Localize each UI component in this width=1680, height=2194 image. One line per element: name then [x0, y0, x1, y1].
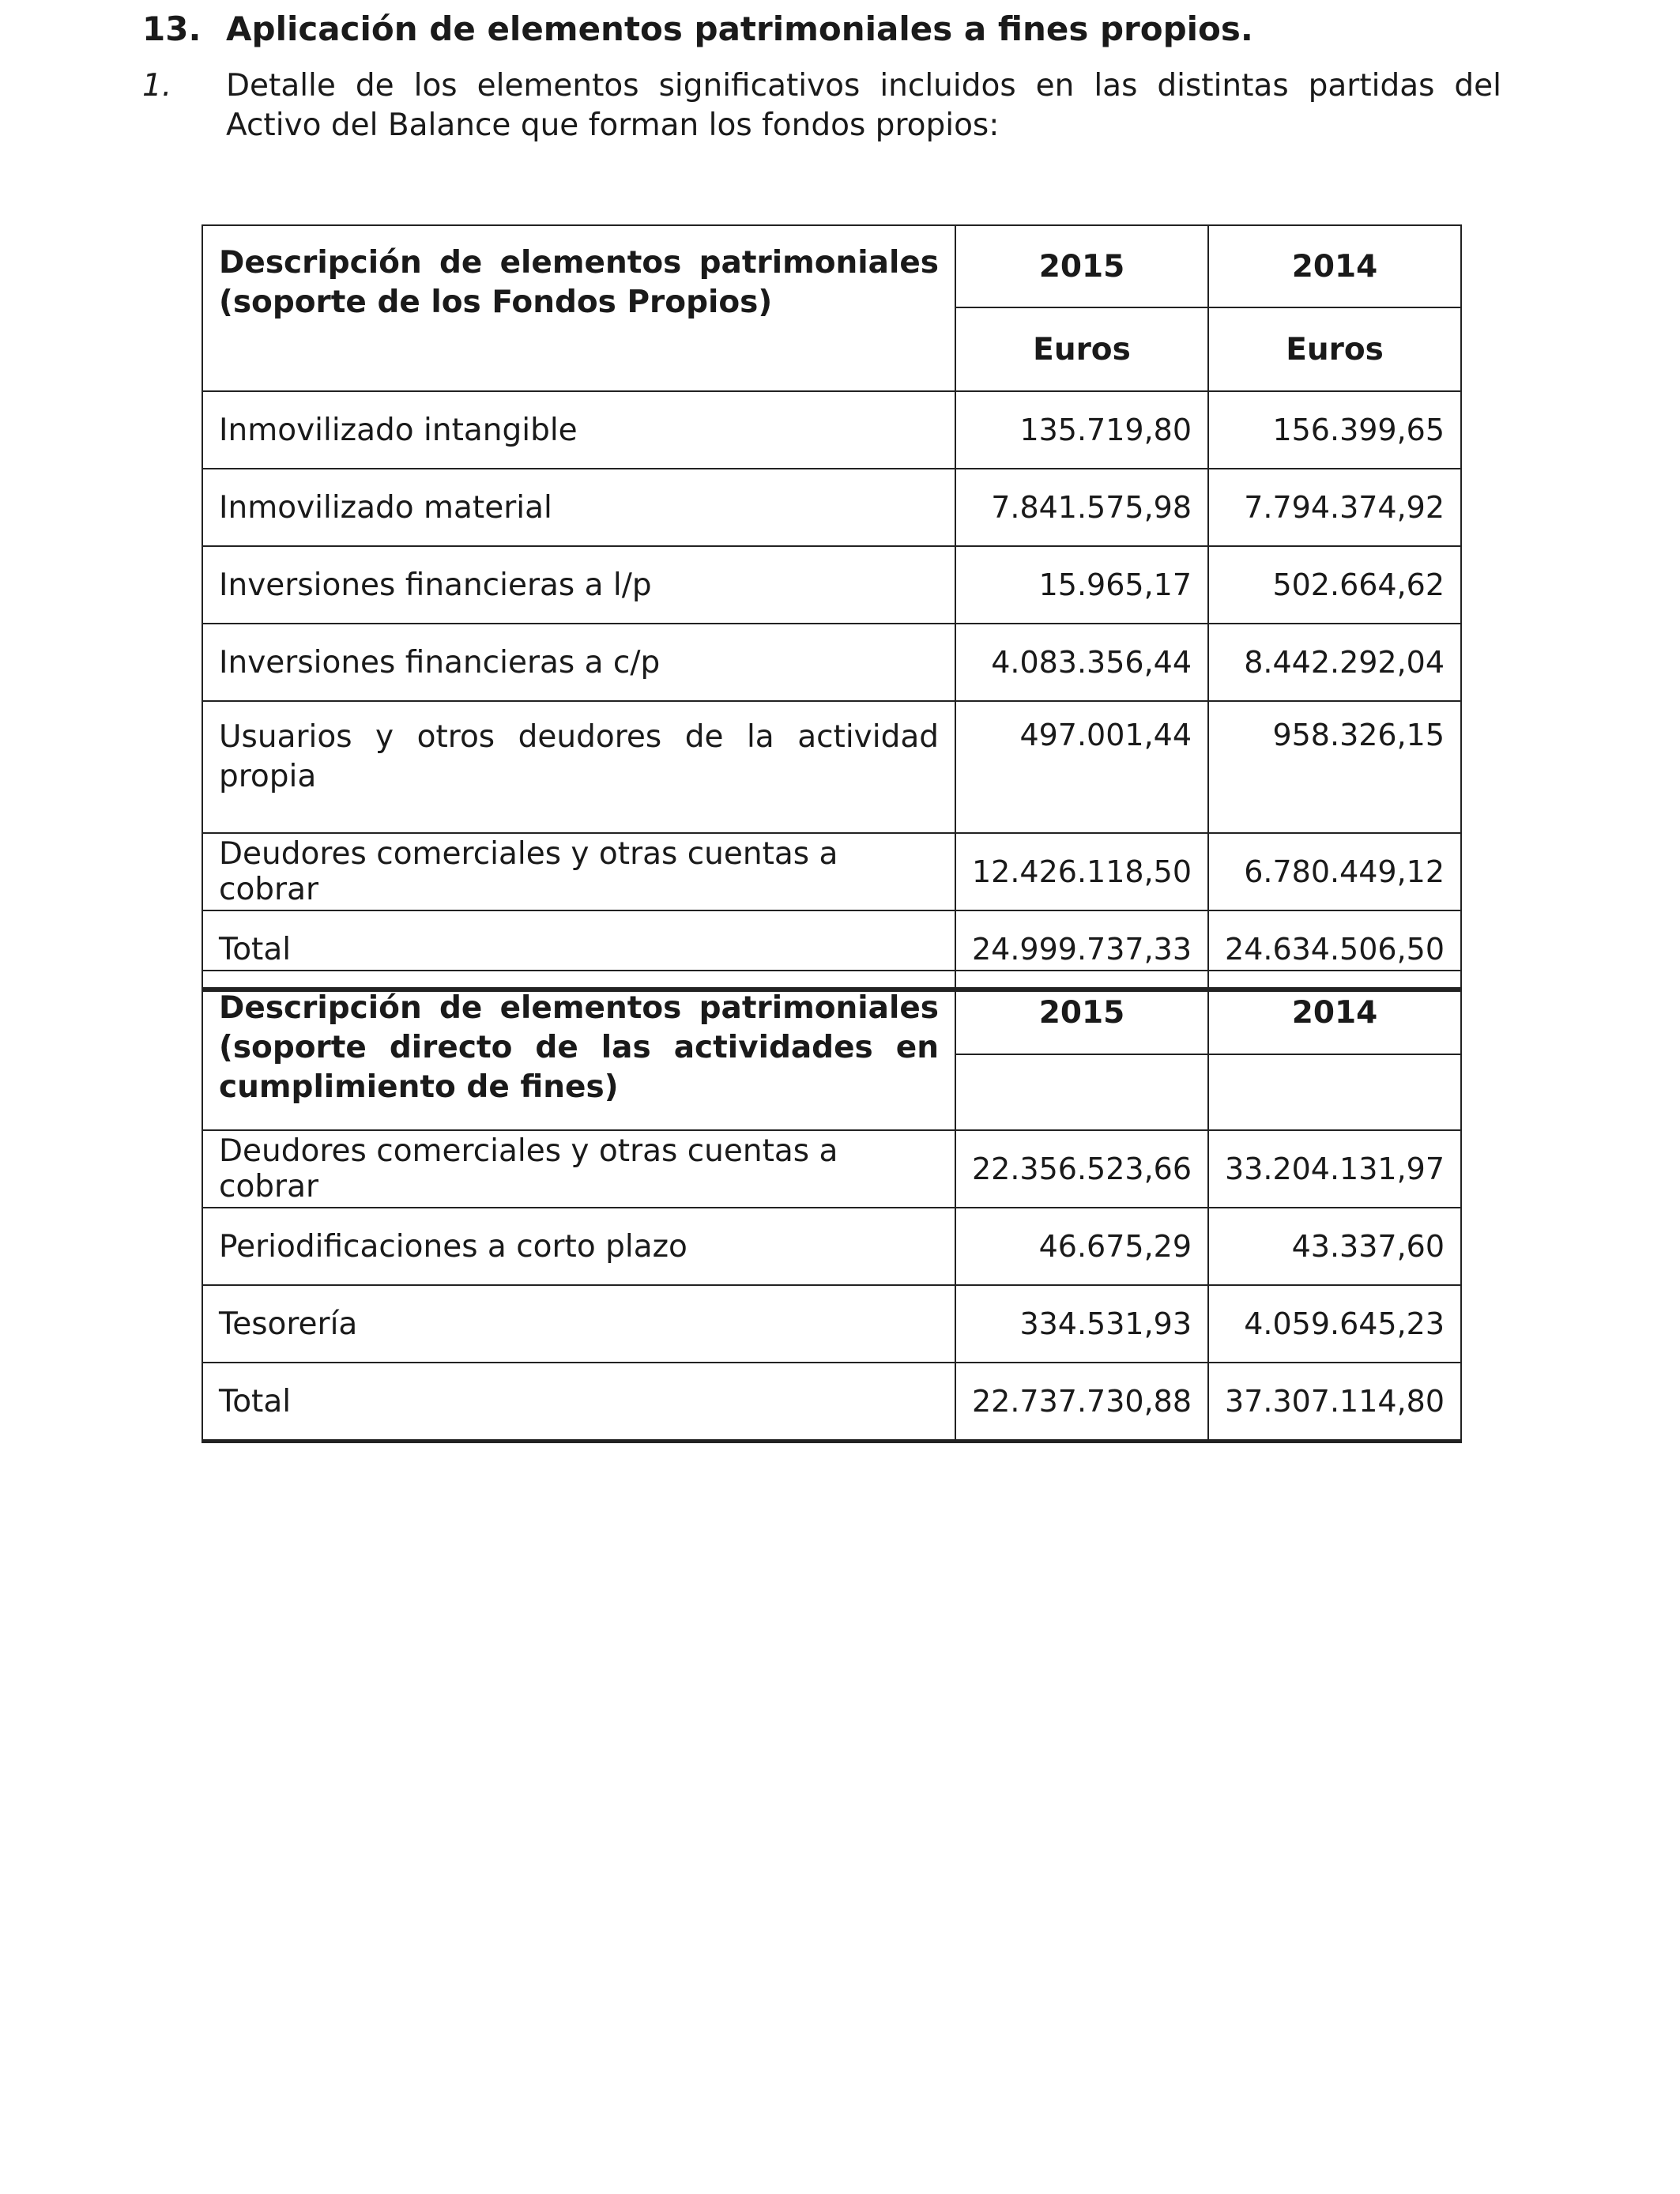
table2-year-2015: 2015 [955, 971, 1208, 1054]
total-value-2015: 22.737.730,88 [955, 1363, 1208, 1442]
section-heading [142, 9, 1253, 48]
table-row [202, 624, 1461, 701]
table2-header-line2: (soporte directo de las actividades en [219, 1030, 939, 1065]
intro-paragraph [142, 66, 1501, 145]
paragraph-number: 1. [142, 68, 172, 104]
table-row [202, 1285, 1461, 1363]
row-value-2014: 33.204.131,97 [1208, 1130, 1461, 1208]
table-row [202, 546, 1461, 624]
row-label-line2: propia [219, 759, 317, 794]
row-value-2014: 958.326,15 [1208, 701, 1461, 833]
row-label: Periodificaciones a corto plazo [202, 1208, 955, 1285]
table1-unit-2014: Euros [1208, 307, 1461, 391]
table1-header-line2: (soporte de los Fondos Propios) [219, 285, 773, 320]
row-value-2015: 22.356.523,66 [955, 1130, 1208, 1208]
row-label-line1: Usuarios y otros deudores de la actividad [219, 719, 939, 755]
table2-header-line3: cumplimiento de fines) [219, 1069, 619, 1105]
paragraph-text: Detalle de los elementos significativos incluidos en las distintas partidas del Activo del Balance que forman los fondos propios: [226, 68, 1501, 143]
table-row [202, 469, 1461, 546]
table-row [202, 701, 1461, 833]
row-value-2015: 7.841.575,98 [955, 469, 1208, 546]
row-value-2014: 43.337,60 [1208, 1208, 1461, 1285]
table2-empty-cell [955, 1054, 1208, 1130]
total-value-2014: 37.307.114,80 [1208, 1363, 1461, 1442]
row-value-2015: 497.001,44 [955, 701, 1208, 833]
row-value-2015: 15.965,17 [955, 546, 1208, 624]
total-label: Total [202, 1363, 955, 1442]
row-value-2015: 334.531,93 [955, 1285, 1208, 1363]
row-value-2015: 135.719,80 [955, 391, 1208, 469]
row-label: Inversiones financieras a l/p [202, 546, 955, 624]
table-total-row [202, 1363, 1461, 1442]
total-label: Total [202, 910, 955, 990]
row-value-2014: 502.664,62 [1208, 546, 1461, 624]
table-row [202, 1208, 1461, 1285]
row-label: Deudores comerciales y otras cuentas a cobrar [202, 833, 955, 910]
table-row [202, 1130, 1461, 1208]
section-title: Aplicación de elementos patrimoniales a fines propios. [226, 9, 1253, 48]
table1-year-2014: 2014 [1208, 225, 1461, 307]
row-label: Tesorería [202, 1285, 955, 1363]
table2-empty-cell [1208, 1054, 1461, 1130]
row-value-2015: 46.675,29 [955, 1208, 1208, 1285]
table1-unit-2015: Euros [955, 307, 1208, 391]
row-value-2014: 6.780.449,12 [1208, 833, 1461, 910]
table-fondos-propios [202, 224, 1462, 992]
row-value-2014: 156.399,65 [1208, 391, 1461, 469]
row-value-2015: 4.083.356,44 [955, 624, 1208, 701]
table1-header-line1: Descripción de elementos patrimoniales [219, 245, 939, 281]
row-label [202, 701, 955, 833]
table-row [202, 833, 1461, 910]
table1-year-2015: 2015 [955, 225, 1208, 307]
table-actividades-fines [202, 970, 1462, 1443]
table2-header-description [202, 971, 955, 1130]
table-row [202, 391, 1461, 469]
table2-year-2014: 2014 [1208, 971, 1461, 1054]
row-value-2014: 7.794.374,92 [1208, 469, 1461, 546]
table2-header-line1: Descripción de elementos patrimoniales [219, 990, 939, 1026]
total-value-2015: 24.999.737,33 [955, 910, 1208, 990]
row-label: Inmovilizado intangible [202, 391, 955, 469]
row-label: Inmovilizado material [202, 469, 955, 546]
row-value-2014: 8.442.292,04 [1208, 624, 1461, 701]
row-value-2014: 4.059.645,23 [1208, 1285, 1461, 1363]
row-label: Deudores comerciales y otras cuentas a cobrar [202, 1130, 955, 1208]
row-value-2015: 12.426.118,50 [955, 833, 1208, 910]
row-label: Inversiones financieras a c/p [202, 624, 955, 701]
section-number: 13. [142, 9, 202, 48]
table1-header-description [202, 225, 955, 391]
total-value-2014: 24.634.506,50 [1208, 910, 1461, 990]
